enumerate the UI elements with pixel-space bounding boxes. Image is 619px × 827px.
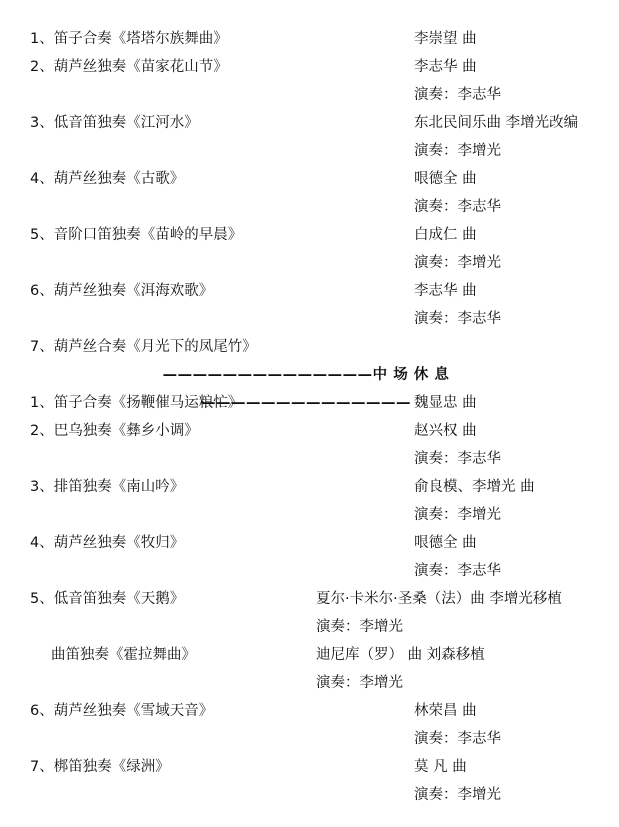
program-row	[0, 781, 619, 809]
composer-credit: 莫 凡 曲	[414, 759, 467, 775]
performer-credit: 演奏：李增光	[316, 619, 403, 635]
program-row	[0, 81, 619, 109]
performer-credit: 演奏：李志华	[414, 199, 501, 215]
program-row	[0, 557, 619, 585]
composer-credit: 东北民间乐曲 李增光改编	[414, 115, 579, 131]
program-row	[0, 25, 619, 53]
composer-credit: 俞良模、李增光 曲	[414, 479, 535, 495]
program-row	[0, 725, 619, 753]
program-row	[0, 445, 619, 473]
composer-credit: 林荣昌 曲	[414, 703, 477, 719]
performer-credit: 演奏：李志华	[414, 87, 501, 103]
performer-credit: 演奏：李志华	[414, 563, 501, 579]
program-item: 2、巴乌独奏《彝乡小调》	[30, 423, 199, 439]
program-row	[0, 193, 619, 221]
program-item: 曲笛独奏《霍拉舞曲》	[51, 647, 196, 663]
program-row	[0, 669, 619, 697]
program-row	[0, 249, 619, 277]
program-row	[0, 389, 619, 417]
composer-credit: 哏德全 曲	[414, 171, 477, 187]
program-row	[0, 137, 619, 165]
performer-credit: 演奏：李志华	[414, 731, 501, 747]
program-item: 6、葫芦丝独奏《洱海欢歌》	[30, 283, 214, 299]
program-row	[0, 641, 619, 669]
program-row	[0, 753, 619, 781]
program-row	[0, 473, 619, 501]
composer-credit: 魏显忠 曲	[414, 395, 477, 411]
performer-credit: 演奏：李增光	[414, 143, 501, 159]
program-item: 2、葫芦丝独奏《苗家花山节》	[30, 59, 228, 75]
program-row	[0, 165, 619, 193]
composer-credit: 李志华 曲	[414, 59, 477, 75]
program-row	[0, 277, 619, 305]
program-item: 3、低音笛独奏《江河水》	[30, 115, 199, 131]
performer-credit: 演奏：李志华	[414, 451, 501, 467]
program-row	[0, 417, 619, 445]
program-row	[0, 221, 619, 249]
performer-credit: 演奏：李增光	[316, 675, 403, 691]
composer-credit: 李崇望 曲	[414, 31, 477, 47]
performer-credit: 演奏：李志华	[414, 311, 501, 327]
program-row	[0, 613, 619, 641]
performer-credit: 演奏：李增光	[414, 507, 501, 523]
program-item: 1、笛子合奏《扬鞭催马运粮忙》	[30, 395, 243, 411]
composer-credit: 赵兴权 曲	[414, 423, 477, 439]
program-item: 7、梆笛独奏《绿洲》	[30, 759, 170, 775]
composer-credit: 白成仁 曲	[414, 227, 477, 243]
composer-credit: 哏德全 曲	[414, 535, 477, 551]
performer-credit: 演奏：李增光	[414, 787, 501, 803]
program-item: 4、葫芦丝独奏《牧归》	[30, 535, 185, 551]
performer-credit: 演奏：李增光	[414, 255, 501, 271]
program-item: 5、低音笛独奏《天鹅》	[30, 591, 185, 607]
intermission-divider: ——————————————中 场 休 息——————————————	[162, 367, 450, 411]
program-row	[0, 585, 619, 613]
composer-credit: 迪尼库（罗） 曲 刘森移植	[316, 647, 485, 663]
composer-credit: 夏尔·卡米尔·圣桑（法）曲 李增光移植	[316, 591, 562, 607]
program-row	[0, 333, 619, 361]
program-row	[0, 501, 619, 529]
program-item: 1、笛子合奏《塔塔尔族舞曲》	[30, 31, 228, 47]
program-item: 6、葫芦丝独奏《雪域天音》	[30, 703, 214, 719]
program-row	[0, 697, 619, 725]
program-row	[0, 53, 619, 81]
program-item: 4、葫芦丝独奏《古歌》	[30, 171, 185, 187]
program-row	[0, 305, 619, 333]
composer-credit: 李志华 曲	[414, 283, 477, 299]
program-item: 3、排笛独奏《南山吟》	[30, 479, 185, 495]
program-item: 7、葫芦丝合奏《月光下的凤尾竹》	[30, 339, 257, 355]
program-row	[0, 529, 619, 557]
program-item: 5、音阶口笛独奏《苗岭的早晨》	[30, 227, 243, 243]
program-row	[0, 109, 619, 137]
